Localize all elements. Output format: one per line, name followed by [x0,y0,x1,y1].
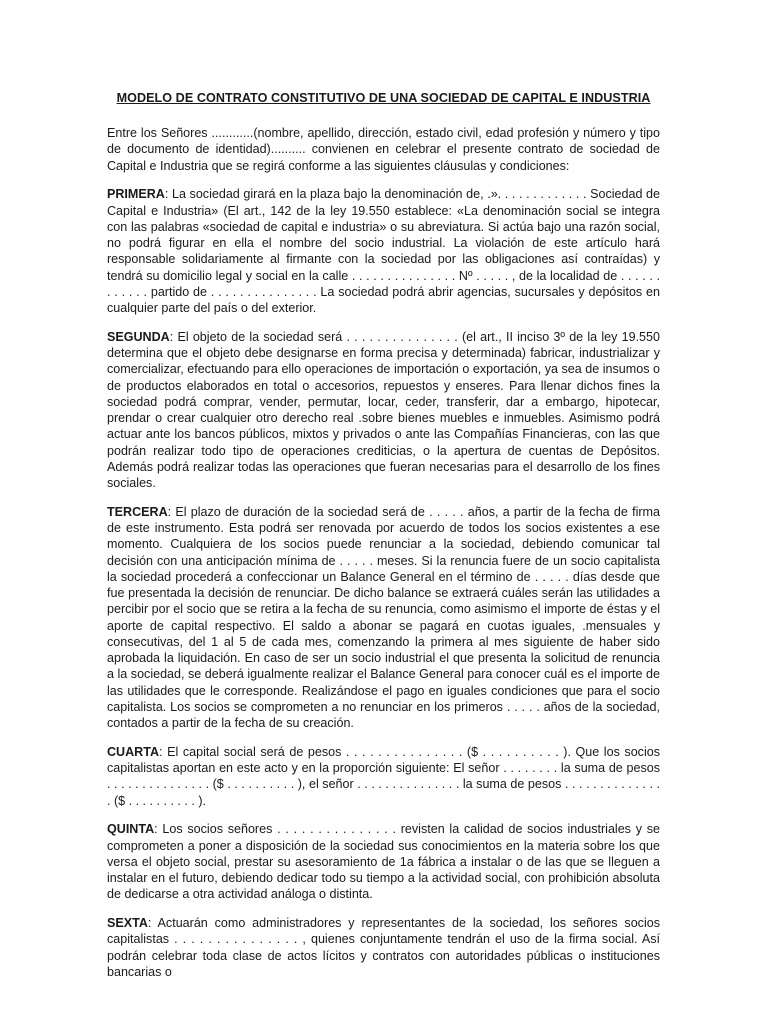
clause-primera [107,186,660,316]
clause-heading: PRIMERA [107,187,165,202]
clause-heading: SEXTA [107,916,148,930]
clause-heading: SEGUNDA [107,329,170,344]
document-page [107,90,660,993]
clause-text: : El capital social será de pesos . . . . . . . . . . . . . . . ($ . . . . . . . . . . ). Que los socios capitalistas aportan en este acto y en la proporción siguiente: El señor . . . . . . . . la suma de pesos . . . . . . . . . . . . . . . ($ . . . . . . . . . . ), el señor . . . . . . . . . . . . . . . la suma de pesos . . . . . . . . . . . . . . . ($ . . . . . . . . . . ). [107,744,660,808]
intro-paragraph: Entre los Señores ............(nombre, apellido, dirección, estado civil, edad profesión y número y tipo de documento de identidad).......... convienen en celebrar el presente contrato de sociedad de Capital e Industria que se regirá conforme a las siguientes cláusulas y condiciones: [107,126,660,173]
document-title: MODELO DE CONTRATO CONSTITUTIVO DE UNA SOCIEDAD DE CAPITAL E INDUSTRIA [116,91,651,105]
clause-quinta [107,821,660,902]
clause-heading: TERCERA [107,504,168,519]
clause-text: : Los socios señores . . . . . . . . . . . . . . . revisten la calidad de socios industriales y se comprometen a poner a disposición de la sociedad sus conocimientos en la materia sobre los que versa el objeto social, prestar su asesoramiento de 1a fábrica a instalar o de las que se lleguen a instalar en el futuro, debiendo dedicar todo su tiempo a la actividad social, con prohibición absoluta de dedicarse a otra actividad análoga o distinta. [107,822,660,902]
clause-cuarta [107,744,660,809]
clause-heading: CUARTA [107,744,160,759]
clause-text: : El plazo de duración de la sociedad será de . . . . . años, a partir de la fecha de firma de este instrumento. Esta podrá ser renovada por acuerdo de todos los socios existentes a ese momento. Cualquiera de los socios puede renunciar a la sociedad, debiendo comunicar tal decisión con una anticipación mínima de . . . . . meses. Si la renuncia fuere de un socio capitalista la sociedad procederá a confeccionar un Balance General en el término de . . . . . días desde que fue presentada la decisión de renunciar. De dicho balance se extraerá cuáles serán las utilidades a percibir por el socio que se retira a la fecha de su renuncia, como asimismo el importe de éstas y el aporte de capital respectivo. El saldo a abonar se pagará en cuotas iguales, .mensuales y consecutivas, del 1 al 5 de cada mes, comenzando la primera al mes siguiente de haber sido aprobada la liquidación. En caso de ser un socio industrial el que presenta la solicitud de renuncia a la sociedad, se deberá igualmente realizar el Balance General para conocer cuál es el importe de las utilidades que le corresponde. Realizándose el pago en iguales condiciones que para el socio capitalista. Los socios se comprometen a no renunciar en los primeros . . . . . años de la sociedad, contados a partir de la fecha de su creación. [107,504,660,730]
clause-text: : El objeto de la sociedad será . . . . . . . . . . . . . . . (el art., II inciso 3º de la ley 19.550 determina que el objeto debe designarse en forma precisa y determinada) fabricar, industrializar y comercializar, efectuando para ello operaciones de importación o exportación, ya sea de insumos o de productos elaborados en total o accesorios, repuestos y enseres. Para llenar dichos fines la sociedad podrá comprar, vender, permutar, locar, ceder, transferir, dar a embargo, hipotecar, prendar o crear cualquier otro derecho real .sobre bienes muebles e inmuebles. Asimismo podrá actuar ante los bancos públicos, mixtos y privados o ante las Compañías Financieras, con las que podrán realizar todo tipo de operaciones crediticias, o la apertura de cuentas de Depósitos. Además podrá realizar todas las operaciones que fueran necesarias para el desarrollo de los fines sociales. [107,329,660,490]
clause-tercera [107,504,660,732]
clause-text: : Actuarán como administradores y representantes de la sociedad, los señores socios capitalistas . . . . . . . . . . . . . . . , quienes conjuntamente tendrán el uso de la firma social. Así podrán celebrar toda clase de actos lícitos y contratos con autoridades públicas o instituciones bancarias o [107,916,660,979]
clause-heading: QUINTA [107,822,155,837]
clause-sexta [107,915,660,980]
clause-text: : La sociedad girará en la plaza bajo la denominación de, .». . . . . . . . . . . . . Sociedad de Capital e Industria» (El art., 142 de la ley 19.550 establece: «La denominación social se integra con las palabras «sociedad de capital e industria» o su abreviatura. Si actúa bajo una razón social, no podrá figurar en ella el nombre del socio industrial. La violación de este artículo hará responsable solidariamente al firmante con la sociedad por las obligaciones así contraídas) y tendrá su domicilio legal y social en la calle . . . . . . . . . . . . . . . Nº . . . . . , de la localidad de . . . . . . . . . . . . partido de . . . . . . . . . . . . . . . La sociedad podrá abrir agencias, sucursales y depósitos en cualquier parte del país o del exterior. [107,187,660,315]
clause-segunda [107,329,660,492]
